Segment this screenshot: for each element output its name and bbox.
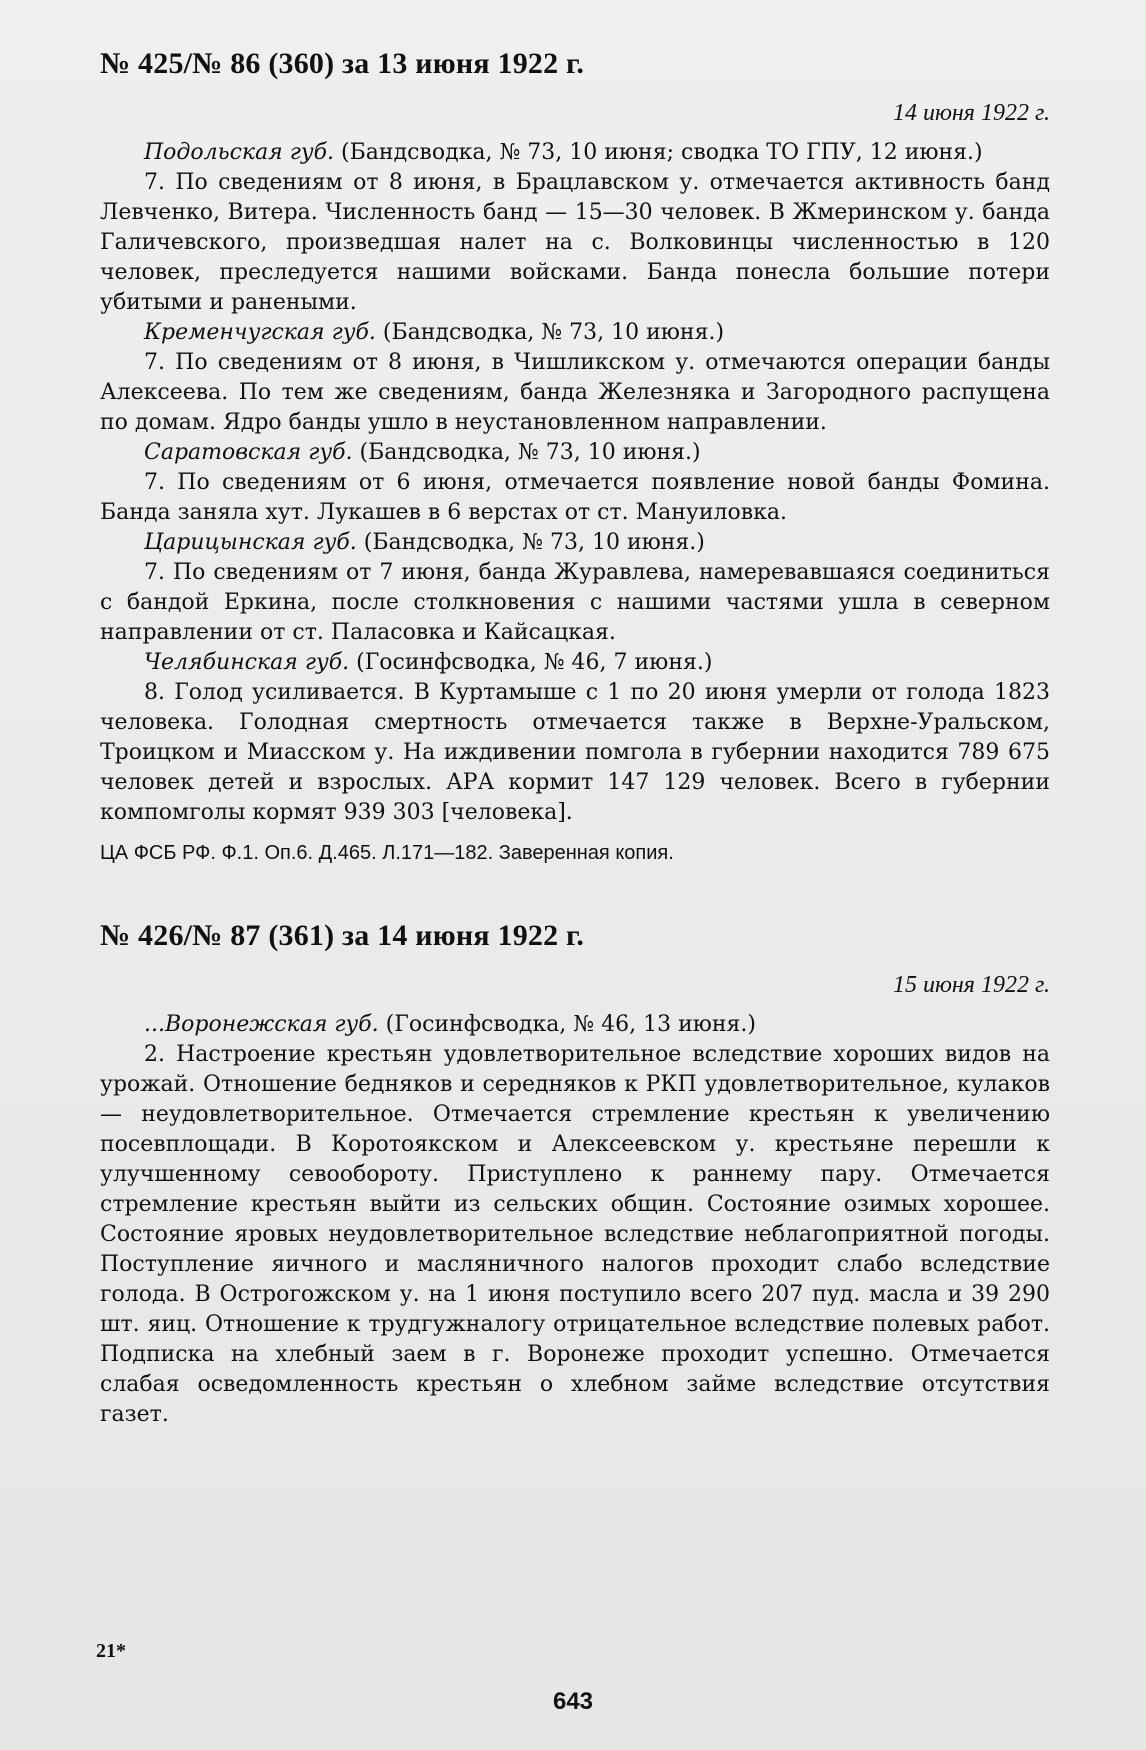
entry-source-line [100,528,1050,558]
region-name: Челябинская губ. [144,650,350,675]
entry-text: 2. Настроение крестьян удовлетворительное вследствие хороших видов на урожай. Отношение бедняков и середняков к РКП удовлетворительное, кулаков — неудовлетворительное. Отмечается стремление крестьян к увеличению посевплощади. В Коротоякском и Алексеевском у. крестьяне перешли к улучшенному севообороту. Приступлено к раннему пару. Отмечается стремление крестьян выйти из сельских общин. Состояние озимых хорошее. Состояние яровых неудовлетворительное вследствие неблагоприятной погоды. Поступление яичного и масляничного налогов проходит слабо вследствие голода. В Острогожском у. на 1 июня поступило всего 207 пуд. масла и 39 290 шт. яиц. Отношение к трудгужналогу отрицательное вследствие полевых работ. Подписка на хлебный заем в г. Воронеже проходит успешно. Отмечается слабая осведомленность крестьян о хлебном займе вследствие отсутствия газет. [100,1042,1050,1427]
entry-text: 8. Голод усиливается. В Куртамыше с 1 по 20 июня умерли от голода 1823 человека. Голодная смертность отмечается также в Верхне-Уральском, Троицком и Миасском у. На иждивении помгола в губернии находится 789 675 человек детей и взрослых. АРА кормит 147 129 человек. Всего в губернии компомголы кормят 939 303 [человека]. [100,680,1050,825]
region-name: Царицынская губ. [144,530,357,555]
entry-source-line [100,438,1050,468]
document-425 [100,46,1050,866]
page-number: 643 [552,1688,594,1715]
source-reference: (Бандсводка, № 73, 10 июня.) [352,440,701,465]
document-title: № 425/№ 86 (360) за 13 июня 1922 г. [100,47,585,80]
document-426 [100,918,1050,1430]
sheet-signature-mark: 21* [96,1640,126,1662]
region-name: Подольская губ. [144,140,335,165]
entry-source-line [100,648,1050,678]
entry-source-line [100,318,1050,348]
archive-reference: ЦА ФСБ РФ. Ф.1. Оп.6. Д.465. Л.171—182. Заверенная копия. [100,842,674,864]
region-name: Саратовская губ. [144,440,353,465]
section-gap [100,866,1050,918]
source-reference: (Бандсводка, № 73, 10 июня.) [375,320,725,345]
source-reference: (Бандсводка, № 73, 10 июня.) [356,530,705,555]
document-date: 15 июня 1922 г. [892,972,1050,998]
document-date: 14 июня 1922 г. [892,100,1050,126]
region-name: Кременчугская губ. [144,320,376,345]
entry-source-line [100,1010,1050,1040]
source-reference: (Госинфсводка, № 46, 13 июня.) [378,1012,757,1037]
entry-text: 7. По сведениям от 6 июня, отмечается появление новой банды Фомина. Банда заняла хут. Лукашев в 6 верстах от ст. Мануиловка. [100,470,1050,525]
entry-source-line [100,138,1050,168]
document-title: № 426/№ 87 (361) за 14 июня 1922 г. [100,919,585,952]
source-reference: (Бандсводка, № 73, 10 июня; сводка ТО ГПУ, 12 июня.) [334,140,983,165]
entry-text: 7. По сведениям от 8 июня, в Брацлавском у. отмечается активность банд Левченко, Витера. Численность банд — 15—30 человек. В Жмеринском у. банда Галичевского, произведшая налет на с. Волковинцы численностью в 120 человек, преследуется нашими войсками. Банда понесла большие потери убитыми и ранеными. [100,170,1050,315]
entry-text: 7. По сведениям от 8 июня, в Чишликском у. отмечаются операции банды Алексеева. По тем же сведениям, банда Железняка и Загородного распущена по домам. Ядро банды ушло в неустановленном направлении. [100,350,1050,435]
source-reference: (Госинфсводка, № 46, 7 июня.) [349,650,713,675]
region-name: ...Воронежская губ. [144,1012,379,1037]
entry-text: 7. По сведениям от 7 июня, банда Журавлева, намеревавшаяся соединиться с бандой Еркина, после столкновения с нашими частями ушла в северном направлении от ст. Паласовка и Кайсацкая. [100,560,1050,645]
